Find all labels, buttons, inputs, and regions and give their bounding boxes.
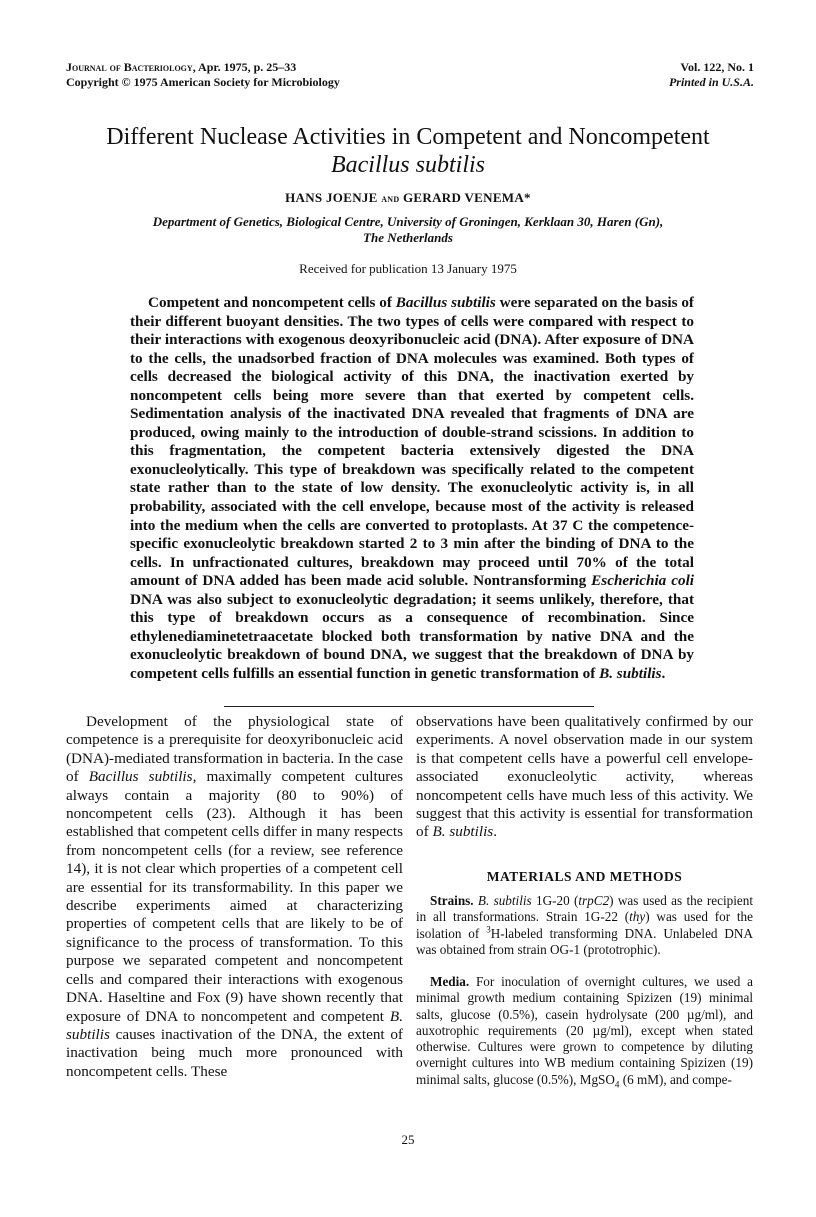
media-paragraph xyxy=(416,974,753,1093)
copyright-line: Copyright © 1975 American Society for Microbiology xyxy=(66,75,340,89)
abstract xyxy=(130,294,694,683)
intro-paragraph xyxy=(66,713,403,1081)
run-in-heading: Strains. xyxy=(430,893,474,908)
abstract-organism: Escherichia coli xyxy=(591,572,695,590)
abstract-organism: B. subtilis xyxy=(599,664,662,682)
running-header-right xyxy=(669,60,754,90)
body-text: ) was used as the recipient in all transformations. Strain 1G-22 ( xyxy=(416,893,753,925)
strains-paragraph xyxy=(416,893,753,958)
formula-subscript: 4 xyxy=(614,1079,620,1090)
body-text: H-labeled transforming DNA. Unlabeled DNA was obtained from strain OG-1 (prototrophic). xyxy=(416,925,753,957)
affiliation-line-1: Department of Genetics, Biological Centre, University of Groningen, Kerklaan 30, Haren (Gn), xyxy=(152,214,664,229)
abstract-text: . xyxy=(661,664,666,682)
author-2: GERARD VENEMA* xyxy=(403,190,531,205)
abstract-text: were separated on the basis of their different buoyant densities. The two types of cells were compared with respect to their interactions with exogenous deoxyribonucleic acid (DNA). After exposure of DNA to the cells, the unadsorbed fraction of DNA molecules was examined. Both types of cells decreased the biological activity of this DNA, the inactivation exerted by noncompetent cells being more severe than that exerted by competent cells. Sedimentation analysis of the inactivated DNA revealed that fragments of DNA are produced, owing mainly to the introduction of double-strand scissions. In addition to this fragmentation, the competent bacteria extensively digested the DNA exonucleolytically. This type of breakdown was specifically related to the competent state rather than to the state of low density. The exonucleolytic activity is, in all probability, associated with the cell envelope, because most of the activity is released into the medium when the cells are converted to protoplasts. At 37 C the competence-specific exonucleolytic breakdown started 2 to 3 min after the binding of DNA to the cells. In unfractionated cultures, breakdown may proceed until 70% of the total amount of DNA added has been made acid soluble. Nontransforming xyxy=(130,294,694,590)
organism-name: B. subtilis xyxy=(66,1007,403,1043)
body-text: . xyxy=(493,823,498,841)
journal-citation xyxy=(66,60,340,75)
organism-name: Bacillus subtilis xyxy=(88,768,193,786)
genotype: thy xyxy=(629,909,646,925)
abstract-text: DNA was also subject to exonucleolytic degradation; it seems unlikely, therefore, that this type of breakdown occurs as a consequence of recombination. Since ethylenediaminetetraacetate blocked both transformation by native DNA and the exonucleolytic breakdown of bound DNA, we suggest that the breakdown of DNA by competent cells fulfills an essential function in genetic transformation of xyxy=(130,590,694,682)
section-heading-methods: MATERIALS AND METHODS xyxy=(486,869,683,884)
title-line-2: Bacillus subtilis xyxy=(330,152,485,178)
author-1: HANS JOENJE xyxy=(285,190,378,205)
genotype: trpC2 xyxy=(578,893,610,908)
intro-continuation xyxy=(416,713,753,842)
body-text: causes inactivation of the DNA, the extent of inactivation being much more pronounced with noncompetent cells. These xyxy=(66,1025,403,1080)
affiliation xyxy=(110,214,706,246)
volume-line: Vol. 122, No. 1 xyxy=(680,60,754,74)
author-line xyxy=(0,190,816,206)
running-header-left xyxy=(66,60,340,90)
run-in-heading: Media. xyxy=(430,974,470,989)
organism-name: B. subtilis xyxy=(477,893,532,908)
body-text: For inoculation of overnight cultures, we used a minimal growth medium containing Spizizen (19) minimal salts, glucose (0.5%), casein hydrolysate (200 µg/ml), and auxotrophic requirements (20 µg/ml), except when stated otherwise. Cultures were grown to competence by diluting overnight cultures into WB medium containing Spizizen (19) minimal salts, glucose (0.5%), MgSO xyxy=(416,974,753,1087)
printed-line: Printed in U.S.A. xyxy=(668,75,754,89)
affiliation-line-2: The Netherlands xyxy=(363,230,453,245)
journal-name: Journal of Bacteriology xyxy=(66,60,193,74)
abstract-organism: Bacillus subtilis xyxy=(395,294,496,311)
body-text: observations have been qualitatively confirmed by our experiments. A novel observation made in our system is that competent cells have a powerful cell envelope-associated exonucleolytic activity, whereas noncompetent cells have much less of this activity. We suggest that this activity is essential for transformation of xyxy=(416,713,753,841)
title-line-1: Different Nuclease Activities in Competent and Noncompetent xyxy=(106,124,710,150)
body-text: Development of the physiological state of competence is a prerequisite for deoxyribonucleic acid (DNA)-mediated transformation in bacteria. In the case of xyxy=(66,713,403,786)
body-text: (6 mM), and compe- xyxy=(619,1071,732,1087)
page-number: 25 xyxy=(401,1132,415,1147)
body-text: 1G-20 ( xyxy=(531,893,579,908)
article-title xyxy=(40,123,776,179)
body-text: ) was used for the isolation of xyxy=(416,909,754,941)
body-text: , maximally competent cultures always contain a majority (80 to 90%) of noncompetent cells (23). Although it has been established that competent cells differ in many respects from noncompetent cells (for a review, see reference 14), it is not clear which properties of a competent cell are essential for its transformability. In this paper we describe experiments aimed at characterizing properties of competent cells that are likely to be of significance to the process of transformation. To this purpose we separated competent and noncompetent cells and compared their interactions with exogenous DNA. Haseltine and Fox (9) have shown recently that exposure of DNA to noncompetent and competent xyxy=(66,768,403,1025)
abstract-text: Competent and noncompetent cells of xyxy=(148,294,396,311)
organism-name: B. subtilis xyxy=(432,823,494,841)
author-conjunction: and xyxy=(381,191,400,205)
journal-issue: , Apr. 1975, p. 25–33 xyxy=(192,60,297,74)
abstract-divider xyxy=(224,706,594,707)
isotope-superscript: 3 xyxy=(486,924,491,935)
received-date: Received for publication 13 January 1975 xyxy=(299,261,517,276)
